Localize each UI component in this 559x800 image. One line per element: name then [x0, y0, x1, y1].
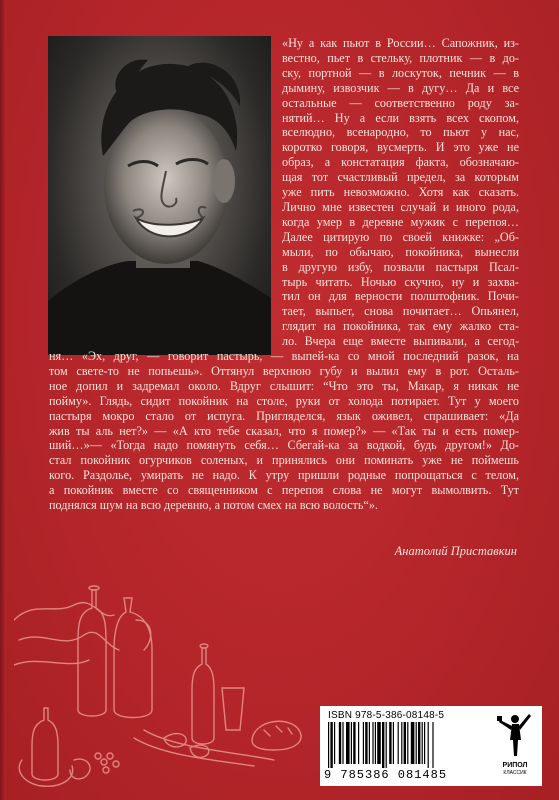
barcode-bar — [407, 722, 408, 764]
quote-line: нятий… Ну а если взять всех скопом, — [282, 110, 519, 125]
barcode-bars — [326, 722, 486, 768]
quote-line: глядит на покойника, так ему жалко ста- — [282, 319, 519, 334]
isbn-number: ISBN 978-5-386-08148-5 — [328, 710, 445, 721]
barcode-bar — [422, 722, 423, 764]
quote-line: когда умер в деревне мужик с перепоя… — [282, 214, 519, 229]
quote-line: Лично мне известен случай и иного рода, — [282, 199, 519, 214]
barcode-bar — [369, 722, 370, 764]
barcode-bar — [346, 722, 350, 764]
quote-line: «Ну а как пьют в России… Сапожник, из- — [282, 36, 519, 50]
barcode-bar — [432, 722, 433, 768]
quote-line: тил он для верности полштофник. Почи- — [282, 289, 519, 304]
barcode-bar — [398, 722, 399, 764]
barcode-bar — [365, 722, 367, 764]
barcode-bar — [377, 722, 381, 764]
quote-line: жив ты аль нет?» — «А кто тебе сказал, что я помер?» — «Так ты и есть помер- — [49, 423, 519, 438]
quote-line: ня… «Эх, друг, — говорит пастырь, — выпей-ка со мной последний разок, на — [49, 349, 519, 364]
quote-line: кого. Раздолье, умирать не надо. К утру пришли родные попрощаться с телом, — [49, 468, 519, 483]
quote-line: ший…»— «Тогда надо помянуть себя… Сбегай-ка за водкой, будь другом!» До- — [49, 438, 519, 453]
barcode-bar — [328, 722, 329, 768]
quote-line: мыли, по обычаю, покойника, вынесли — [282, 244, 519, 259]
barcode-bar — [411, 722, 415, 764]
barcode-bar — [372, 722, 373, 764]
quote-right-column — [282, 36, 519, 349]
barcode-bar — [334, 722, 335, 764]
isbn-barcode — [320, 706, 542, 786]
quote-line: вестно, пьет в стельку, плотник — в до- — [282, 50, 519, 65]
barcode-bar — [389, 722, 391, 764]
barcode-bar — [382, 722, 384, 768]
barcode-digits: 9 785386 081485 — [324, 768, 448, 782]
barcode-bar — [363, 722, 364, 764]
barcode-bar — [393, 722, 394, 764]
quote-line: пойму». Глядь, сидит покойник на столе, руки от холода потирает. Тут у моего — [49, 393, 519, 408]
barcode-bar — [404, 722, 406, 764]
publisher-subname: КЛАССИК — [503, 770, 527, 776]
quote-line: тырь читать. Ночью скучно, ну и захва- — [282, 274, 519, 289]
quote-line: поднялся шум на всю деревню, а потом смех на всю волость“». — [49, 498, 378, 513]
quote-line: в другую избу, позвали пастыря Псал- — [282, 259, 519, 274]
quote-line: пастыря мокро стало от испуга. Пригляделся, язык оживел, спрашивает: «Да — [49, 408, 519, 423]
barcode-bar — [375, 722, 376, 764]
quote-line: стал покойник огурчиков соленых, и принялись они поминать уже не поймешь — [49, 453, 519, 468]
barcode-bar — [330, 722, 332, 768]
quote-line: образ, а констатация факта, обозначаю- — [282, 155, 519, 170]
barcode-bar — [401, 722, 402, 764]
quote-line: остальные — соответственно роду за- — [282, 95, 519, 110]
quote-author: Анатолий Приставкин — [394, 544, 517, 558]
barcode-bar — [416, 722, 417, 764]
quote-line: а покойник вместе со священником с перепоя слова не могут вымолвить. Тут — [49, 483, 519, 498]
quote-line: ное допил и задремал около. Вдруг слышит: “Что это ты, Макар, я никак не — [49, 378, 519, 393]
quote-line: ло. Вчера еще вместе выпивали, а сегод- — [282, 334, 519, 349]
barcode-bar — [339, 722, 341, 764]
quote-text — [49, 36, 519, 513]
spine-edge — [0, 0, 6, 800]
barcode-bar — [424, 722, 425, 764]
quote-line: тает, выпьет, снова почитает… Опьянел, — [282, 304, 519, 319]
barcode-bar — [428, 722, 429, 768]
quote-line: ску, портной — в лоскуток, печник — в — [282, 65, 519, 80]
quote-line: уже пить невозможно. Хотя как сказать. — [282, 185, 519, 200]
quote-line: Далее цитирую по своей книжке: „Об- — [282, 229, 519, 244]
quote-line: щая тот счастливый предел, за которым — [282, 170, 519, 185]
quote-line: коротко говоря, вусмерть. И это уже не — [282, 140, 519, 155]
barcode-bar — [358, 722, 359, 764]
quote-full-width — [49, 349, 519, 513]
quote-line: дымину, извозчик — в дугу… Да и все — [282, 80, 519, 95]
bottles-drawing — [14, 560, 314, 790]
barcode-bar — [342, 722, 343, 764]
barcode-bar — [351, 722, 352, 764]
barcode-bar — [418, 722, 420, 764]
barcode-bar — [386, 722, 387, 768]
publisher-logo — [492, 710, 538, 784]
publisher-name: РИПОЛ — [502, 762, 528, 769]
quote-line: вселюдно, всенародно, то пьют у нас, — [282, 125, 519, 140]
barcode-bar — [353, 722, 355, 764]
quote-line: том свете-то не попьешь». Оттянул верхнюю губу и вылил ему в рот. Осталь- — [49, 363, 519, 378]
publisher-figure-icon — [492, 710, 538, 762]
